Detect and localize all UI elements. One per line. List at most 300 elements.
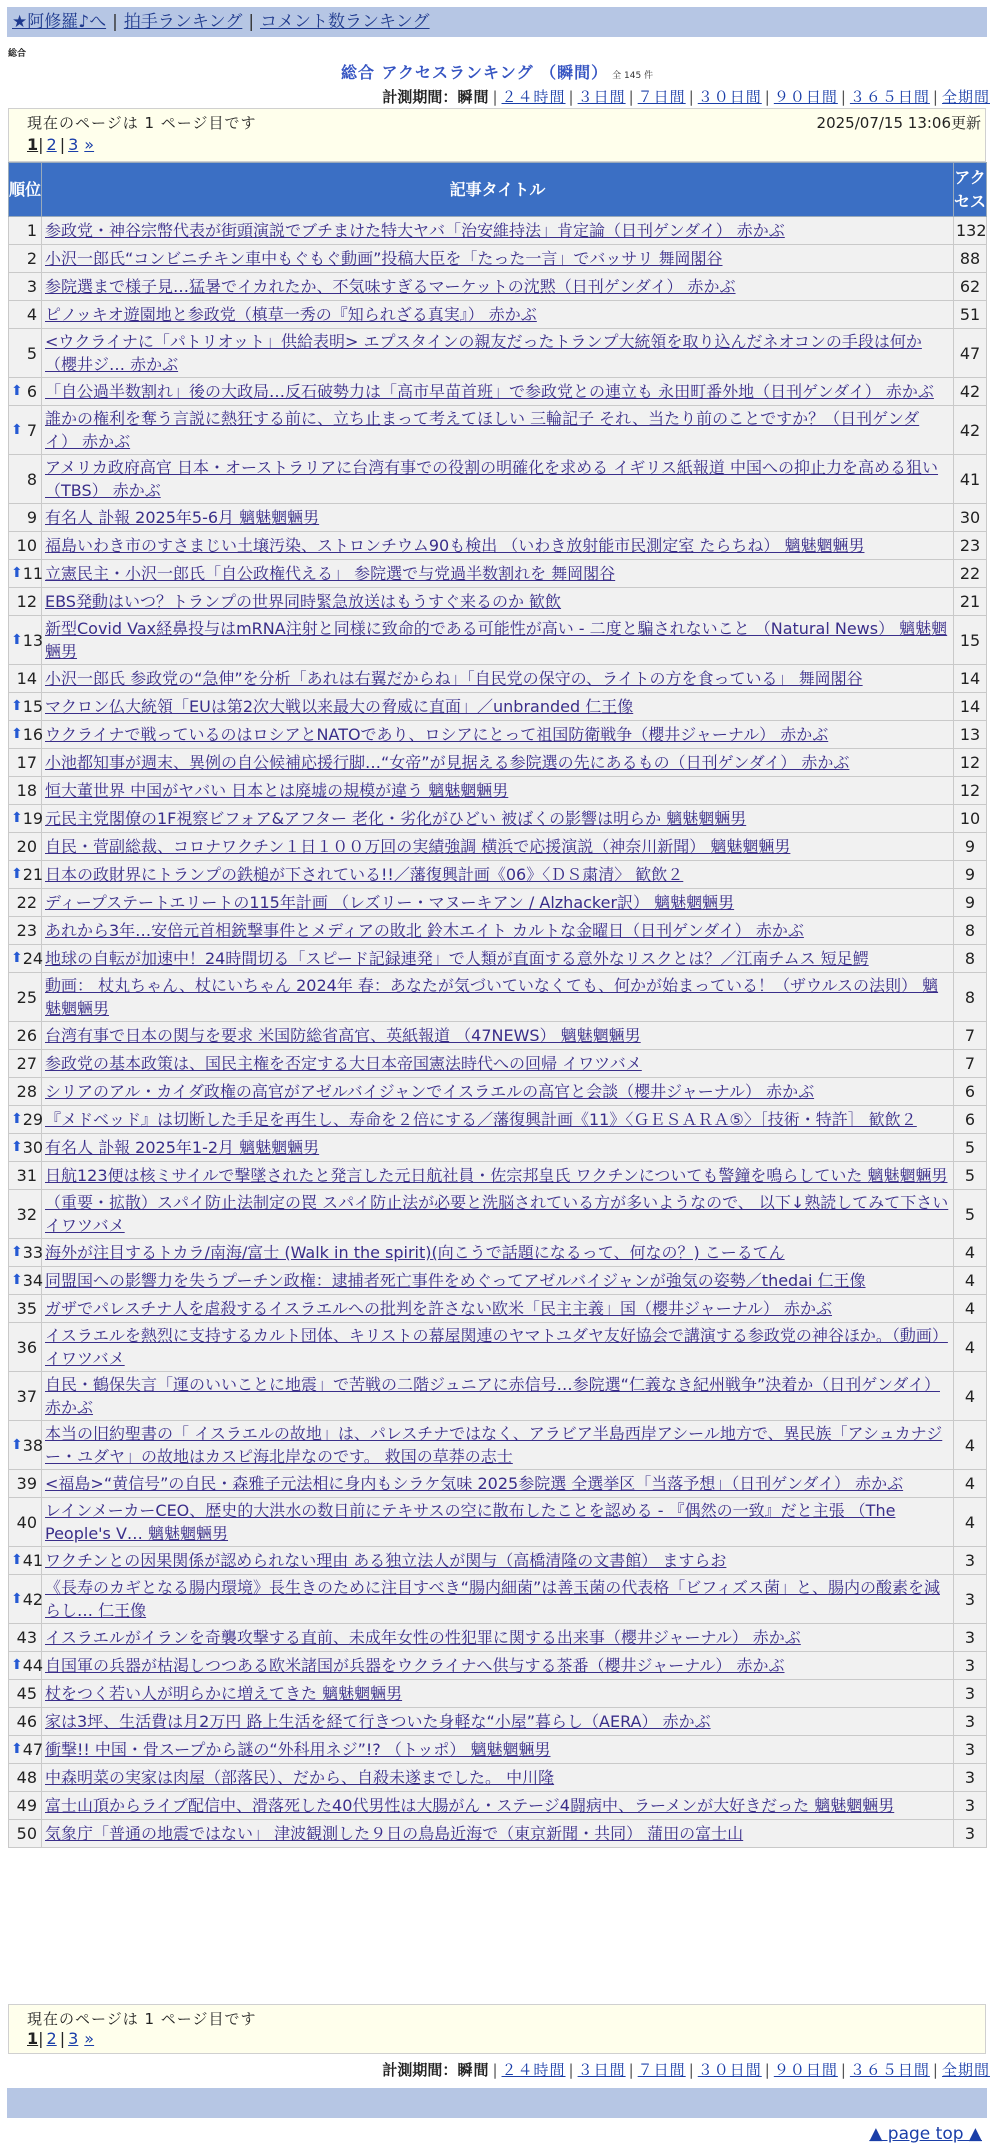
title-cell (42, 1022, 954, 1050)
access-count: 14 (954, 665, 987, 693)
access-count: 23 (954, 532, 987, 560)
rank-up-arrow-icon: ⬆ (11, 1657, 23, 1673)
title-cell (42, 749, 954, 777)
table-row (9, 1680, 987, 1708)
title-cell (42, 378, 954, 406)
article-link[interactable]: 海外が注目するトカラ/南海/富士 (Walk in the spirit)(向こうで話題になるって、何なの？) こーるてん (45, 1243, 785, 1262)
rank-up-arrow-icon: ⬆ (11, 1741, 23, 1757)
period-option-link[interactable]: 全期間 (941, 2061, 990, 2079)
page-top-link[interactable]: ▲ page top ▲ (869, 2124, 982, 2144)
rank-number: 35 (16, 1299, 37, 1318)
article-link[interactable]: 小沢一郎氏“コンビニチキン車中もぐもぐ動画”投稿大臣を「たった一言」でバッサリ 舞岡閣谷 (45, 249, 723, 268)
period-option-link[interactable]: ３６５日間 (849, 88, 930, 106)
rank-cell (9, 833, 42, 861)
table-row (9, 749, 987, 777)
title-cell (42, 1624, 954, 1652)
rank-cell (9, 1708, 42, 1736)
article-link[interactable]: 台湾有事で日本の関与を要求 米国防総省高官、英紙報道 （47NEWS） 魑魅魍魎男 (45, 1026, 641, 1045)
rank-up-arrow-icon: ⬆ (11, 1552, 23, 1568)
article-link[interactable]: 参政党・神谷宗幣代表が街頭演説でブチまけた特大ヤバ「治安維持法」肯定論（日刊ゲンダイ） 赤かぶ (45, 221, 785, 240)
page-link[interactable]: 3 (68, 2029, 79, 2048)
access-count: 88 (954, 245, 987, 273)
rank-number: 26 (16, 1026, 37, 1045)
rank-number: 3 (26, 277, 37, 296)
table-row (9, 1820, 987, 1848)
title-cell (42, 1708, 954, 1736)
rank-number: 15 (22, 697, 44, 716)
rank-number: 33 (22, 1243, 44, 1262)
title-cell (42, 833, 954, 861)
rank-number: 20 (16, 837, 37, 856)
access-count: 3 (954, 1792, 987, 1820)
title-cell (42, 1372, 954, 1421)
rank-cell (9, 889, 42, 917)
title-cell (42, 1764, 954, 1792)
access-count: 10 (954, 805, 987, 833)
rank-number: 47 (22, 1740, 44, 1759)
title-cell (42, 455, 954, 504)
table-row (9, 1239, 987, 1267)
info-box-bottom (8, 2004, 986, 2054)
article-link[interactable]: あれから3年…安倍元首相銃撃事件とメディアの敗北 鈴木エイト カルトな金曜日（日刊ゲンダイ） 赤かぶ (45, 921, 804, 940)
period-option-link[interactable]: ３日間 (577, 88, 626, 106)
access-count: 47 (954, 329, 987, 378)
rank-cell (9, 1421, 42, 1470)
comment-ranking-link[interactable]: コメント数ランキング (260, 12, 430, 32)
rank-up-arrow-icon: ⬆ (11, 631, 23, 648)
access-count: 12 (954, 749, 987, 777)
article-link[interactable]: 誰かの権利を奪う言説に熱狂する前に、立ち止まって考えてほしい 三輪記子 それ、当たり前のことですか？（日刊ゲンダイ） 赤かぶ (45, 409, 920, 451)
period-separator: | (688, 2061, 695, 2079)
access-count: 5 (954, 1134, 987, 1162)
title-cell (42, 1267, 954, 1295)
article-link[interactable]: 福島いわき市のすさまじい土壌汚染、ストロンチウム90も検出 （いわき放射能市民測定室 たらちね） 魑魅魍魎男 (45, 536, 865, 555)
period-option-link[interactable]: ２４時間 (501, 2061, 566, 2079)
access-count: 8 (954, 973, 987, 1022)
rank-number: 48 (16, 1768, 37, 1787)
access-count: 12 (954, 777, 987, 805)
access-count: 41 (954, 455, 987, 504)
period-separator: | (492, 2061, 499, 2079)
period-label: 計測期間： (382, 88, 458, 106)
access-count: 3 (954, 1575, 987, 1624)
pagination-bottom (27, 2029, 97, 2048)
access-count: 42 (954, 406, 987, 455)
updated-timestamp: 2025/07/15 13:06更新 (816, 114, 981, 132)
rank-up-arrow-icon: ⬆ (11, 866, 23, 882)
table-row (9, 217, 987, 245)
rank-up-arrow-icon: ⬆ (11, 1590, 23, 1607)
article-link[interactable]: イスラエルがイランを奇襲攻撃する直前、未成年女性の性犯罪に関する出来事（櫻井ジャーナル） 赤かぶ (45, 1628, 801, 1647)
rank-number: 37 (16, 1386, 37, 1406)
rank-number: 22 (16, 893, 37, 912)
table-row (9, 1267, 987, 1295)
applause-ranking-link[interactable]: 拍手ランキング (123, 12, 243, 32)
rank-cell (9, 532, 42, 560)
table-row (9, 721, 987, 749)
period-separator: | (764, 88, 771, 106)
rank-cell (9, 504, 42, 532)
page-title-text: 総合 アクセスランキング （瞬間） (340, 63, 609, 82)
article-link[interactable]: イスラエルを熱烈に支持するカルト団体、キリストの幕屋関連のヤマトユダヤ友好協会で講演する参政党の神谷ほか。（動画） イワツバメ (45, 1326, 948, 1368)
rank-number: 23 (16, 921, 37, 940)
title-cell (42, 1134, 954, 1162)
access-count: 9 (954, 889, 987, 917)
title-cell (42, 588, 954, 616)
access-count: 14 (954, 693, 987, 721)
rank-cell (9, 1190, 42, 1239)
period-current: 瞬間 (457, 88, 490, 106)
table-row (9, 1050, 987, 1078)
table-row (9, 1372, 987, 1421)
period-option-link[interactable]: ２４時間 (501, 88, 566, 106)
access-count: 62 (954, 273, 987, 301)
access-count: 3 (954, 1680, 987, 1708)
nav-separator: | (112, 12, 118, 32)
article-link[interactable]: 恒大董世界 中国がヤバい 日本とは廃墟の規模が違う 魑魅魍魎男 (45, 781, 509, 800)
rank-cell (9, 1050, 42, 1078)
title-cell (42, 1792, 954, 1820)
article-link[interactable]: 日航123便は核ミサイルで撃墜されたと発言した元日航社員・佐宗邦皇氏 ワクチンについても警鐘を鳴らしていた 魑魅魍魎男 (45, 1166, 948, 1185)
rank-cell (9, 1498, 42, 1547)
article-link[interactable]: 気象庁「普通の地震ではない」 津波観測した９日の鳥島近海で（東京新聞・共同） 蒲田の富士山 (45, 1824, 744, 1843)
access-count: 30 (954, 504, 987, 532)
rank-cell (9, 1106, 42, 1134)
period-selector-bottom (382, 2059, 990, 2081)
table-row (9, 1652, 987, 1680)
rank-number: 16 (22, 725, 44, 744)
table-row (9, 1323, 987, 1372)
rank-number: 8 (26, 469, 37, 489)
table-row (9, 889, 987, 917)
rank-up-arrow-icon: ⬆ (11, 1244, 23, 1260)
article-link[interactable]: <ウクライナに「パトリオット」供給表明> エプスタインの親友だったトランプ大統領を取り込んだネオコンの手段は何か（櫻井ジ… 赤かぶ (45, 332, 922, 374)
article-link[interactable]: ディープステートエリートの115年計画 （レズリー・マヌーキアン / Alzhacker訳） 魑魅魍魎男 (45, 893, 735, 912)
rank-up-arrow-icon: ⬆ (11, 1139, 23, 1155)
rank-cell (9, 273, 42, 301)
access-count: 13 (954, 721, 987, 749)
period-separator: | (568, 88, 575, 106)
rank-cell (9, 616, 42, 665)
title-cell (42, 1295, 954, 1323)
article-link[interactable]: 元民主党閣僚の1F視察ビフォア&アフター 老化・劣化がひどい 被ばくの影響は明らか 魑魅魍魎男 (45, 809, 747, 828)
current-page-number: 1 (27, 135, 39, 154)
title-cell (42, 1820, 954, 1848)
table-row (9, 917, 987, 945)
title-cell (42, 693, 954, 721)
top-navigation (7, 7, 987, 37)
rank-cell (9, 1323, 42, 1372)
article-link[interactable]: 杖をつく若い人が明らかに増えてきた 魑魅魍魎男 (45, 1684, 403, 1703)
rank-up-arrow-icon: ⬆ (11, 383, 23, 399)
table-row (9, 1575, 987, 1624)
title-cell (42, 1498, 954, 1547)
rank-cell (9, 973, 42, 1022)
title-cell (42, 504, 954, 532)
table-row (9, 1470, 987, 1498)
rank-number: 50 (16, 1824, 37, 1843)
title-cell (42, 665, 954, 693)
access-count: 3 (954, 1736, 987, 1764)
current-page-text: 現在のページは 1 ページ目です (27, 114, 257, 132)
period-separator: | (764, 2061, 771, 2079)
current-page-number: 1 (27, 2029, 39, 2048)
rank-number: 28 (16, 1082, 37, 1101)
article-link[interactable]: 小池都知事が週末、異例の自公候補応援行脚…“女帝”が見据える参院選の先にあるもの（日刊ゲンダイ） 赤かぶ (45, 753, 850, 772)
period-selector-top (382, 86, 990, 108)
title-cell (42, 1421, 954, 1470)
access-count: 3 (954, 1624, 987, 1652)
table-row (9, 1708, 987, 1736)
rank-number: 4 (26, 305, 37, 324)
article-link[interactable]: 自国軍の兵器が枯渇しつつある欧米諸国が兵器をウクライナへ供与する茶番（櫻井ジャーナル） 赤かぶ (45, 1656, 785, 1675)
rank-cell (9, 406, 42, 455)
access-count: 8 (954, 945, 987, 973)
table-row (9, 1162, 987, 1190)
article-link[interactable]: 有名人 訃報 2025年5-6月 魑魅魍魎男 (45, 508, 320, 527)
period-label: 計測期間： (382, 2061, 458, 2079)
access-count: 9 (954, 833, 987, 861)
title-cell (42, 560, 954, 588)
rank-number: 49 (16, 1796, 37, 1815)
rank-up-arrow-icon: ⬆ (11, 1436, 23, 1453)
pagination-separator: | (59, 135, 66, 154)
access-count: 6 (954, 1106, 987, 1134)
table-row (9, 1547, 987, 1575)
table-row (9, 329, 987, 378)
rank-cell (9, 1820, 42, 1848)
next-page-link[interactable]: » (84, 135, 95, 154)
access-count: 4 (954, 1323, 987, 1372)
rank-cell (9, 861, 42, 889)
title-cell (42, 1078, 954, 1106)
table-row (9, 693, 987, 721)
access-count: 7 (954, 1022, 987, 1050)
period-option-link[interactable]: ９０日間 (773, 88, 838, 106)
access-count: 3 (954, 1764, 987, 1792)
article-link[interactable]: 有名人 訃報 2025年1-2月 魑魅魍魎男 (45, 1138, 320, 1157)
period-separator: | (688, 88, 695, 106)
table-row (9, 777, 987, 805)
period-option-link[interactable]: ３０日間 (697, 88, 762, 106)
page-link[interactable]: 3 (68, 135, 79, 154)
period-option-link[interactable]: ３日間 (577, 2061, 626, 2079)
total-count: 全 145 件 (612, 71, 654, 81)
title-cell (42, 245, 954, 273)
rank-cell (9, 1624, 42, 1652)
article-link[interactable]: ワクチンとの因果関係が認められない理由 ある独立法人が関与（高橋清隆の文書館） ますらお (45, 1551, 727, 1570)
article-link[interactable]: 同盟国への影響力を失うプーチン政権：逮捕者死亡事件をめぐってアゼルバイジャンが強気の姿勢／thedai 仁王像 (45, 1271, 866, 1290)
article-link[interactable]: レインメーカーCEO、歴史的大洪水の数日前にテキサスの空に散布したことを認める - 『偶然の一致』だと主張 （The People's V… 魑魅魍魎男 (45, 1501, 896, 1543)
pagination-separator: | (38, 2029, 44, 2048)
pagination-separator: | (38, 135, 44, 154)
rank-cell (9, 1680, 42, 1708)
rank-cell (9, 1575, 42, 1624)
rank-number: 19 (22, 809, 44, 828)
title-cell (42, 1050, 954, 1078)
article-link[interactable]: 「自公過半数割れ」後の大政局…反石破勢力は「高市早苗首班」で参政党との連立も 永田町番外地（日刊ゲンダイ） 赤かぶ (45, 382, 934, 401)
article-link[interactable]: （重要・拡散）スパイ防止法制定の罠 スパイ防止法が必要と洗脳されている方が多いようなので、 以下↓熟読してみて下さい イワツバメ (45, 1193, 949, 1235)
rank-number: 13 (22, 630, 44, 650)
table-row (9, 973, 987, 1022)
rank-number: 42 (22, 1589, 44, 1609)
article-link[interactable]: ウクライナで戦っているのはロシアとNATOであり、ロシアにとって祖国防衛戦争（櫻井ジャーナル） 赤かぶ (45, 725, 829, 744)
table-row (9, 1190, 987, 1239)
rank-number: 40 (16, 1512, 37, 1532)
article-link[interactable]: 家は3坪、生活費は月2万円 路上生活を経て行きついた身軽な“小屋”暮らし（AERA） 赤かぶ (45, 1712, 711, 1731)
footer-bar (7, 2088, 987, 2118)
period-current: 瞬間 (457, 2061, 490, 2079)
article-link[interactable]: 動画： 杖丸ちゃん、杖にいちゃん 2024年 春：あなたが気づいていなくても、何かが始まっている！（ザウルスの法則） 魑魅魍魎男 (45, 976, 939, 1018)
period-option-link[interactable]: ７日間 (637, 2061, 686, 2079)
rank-cell (9, 1736, 42, 1764)
period-option-link[interactable]: ３０日間 (697, 2061, 762, 2079)
period-separator: | (932, 2061, 939, 2079)
title-cell (42, 1736, 954, 1764)
rank-cell (9, 1022, 42, 1050)
article-link[interactable]: 中森明菜の実家は肉屋（部落民）、だから、自殺未遂までした。 中川隆 (45, 1768, 555, 1787)
period-separator: | (840, 88, 847, 106)
title-cell (42, 217, 954, 245)
table-row (9, 273, 987, 301)
table-row (9, 301, 987, 329)
rank-number: 45 (16, 1684, 37, 1703)
period-separator: | (628, 2061, 635, 2079)
article-link[interactable]: <福島>“黄信号”の自民・森雅子元法相に身内もシラケ気味 2025参院選 全選挙区「当落予想」（日刊ゲンダイ） 赤かぶ (45, 1474, 904, 1493)
article-link[interactable]: 本当の旧約聖書の「 イスラエルの故地」は、パレスチナではなく、アラビア半島西岸アシール地方で、異民族「アシュカナジー・ユダヤ」の故地はカスピ海北岸なのです。 救国の草莽の志士 (45, 1424, 943, 1466)
access-count: 15 (954, 616, 987, 665)
rank-number: 21 (22, 865, 44, 884)
title-cell (42, 532, 954, 560)
rank-cell (9, 329, 42, 378)
title-cell (42, 1652, 954, 1680)
access-count: 22 (954, 560, 987, 588)
table-row (9, 665, 987, 693)
title-cell (42, 1106, 954, 1134)
article-link[interactable]: 自民・鶴保失言「運のいいことに地震」で苦戦の二階ジュニアに赤信号…参院選“仁義なき紀州戦争”決着か（日刊ゲンダイ） 赤かぶ (45, 1375, 940, 1417)
rank-up-arrow-icon: ⬆ (11, 421, 23, 438)
article-link[interactable]: 『メドベッド』は切断した手足を再生し、寿命を２倍にする／藩復興計画《11》〈ＧＥＳＡＲＡ⑤〉［技術・特許］ 歓飲２ (45, 1110, 917, 1129)
access-count: 7 (954, 1050, 987, 1078)
table-row (9, 406, 987, 455)
access-count: 51 (954, 301, 987, 329)
rank-cell (9, 1652, 42, 1680)
access-count: 4 (954, 1470, 987, 1498)
rank-number: 39 (16, 1474, 37, 1493)
rank-cell (9, 805, 42, 833)
access-count: 3 (954, 1547, 987, 1575)
rank-number: 27 (16, 1054, 37, 1073)
rank-number: 18 (16, 781, 37, 800)
rank-up-arrow-icon: ⬆ (11, 810, 23, 826)
table-row (9, 560, 987, 588)
article-link[interactable]: 参政党の基本政策は、国民主権を否定する大日本帝国憲法時代への回帰 イワツバメ (45, 1054, 642, 1073)
article-link[interactable]: 衝撃!! 中国・骨スープから謎の“外科用ネジ”!? （トッポ） 魑魅魍魎男 (45, 1740, 551, 1759)
title-cell (42, 1162, 954, 1190)
article-link[interactable]: マクロン仏大統領「EUは第2次大戦以来最大の脅威に直面」／unbranded 仁王像 (45, 697, 634, 716)
article-link[interactable]: 富士山頂からライブ配信中、滑落死した40代男性は大腸がん・ステージ4闘病中、ラーメンが大好きだった 魑魅魍魎男 (45, 1796, 895, 1815)
info-box-top (8, 108, 986, 162)
rank-number: 12 (16, 592, 37, 611)
table-row (9, 1421, 987, 1470)
rank-number: 25 (16, 987, 37, 1007)
table-row (9, 833, 987, 861)
title-cell (42, 1575, 954, 1624)
rank-number: 14 (16, 669, 37, 688)
title-cell (42, 1547, 954, 1575)
period-option-link[interactable]: ９０日間 (773, 2061, 838, 2079)
title-cell (42, 301, 954, 329)
rank-cell (9, 378, 42, 406)
rank-number: 5 (26, 343, 37, 363)
rank-number: 43 (16, 1628, 37, 1647)
rank-number: 32 (16, 1204, 37, 1224)
title-cell (42, 945, 954, 973)
article-link[interactable]: EBS発動はいつ？トランプの世界同時緊急放送はもうすぐ来るのか 歓飲 (45, 592, 562, 611)
title-cell (42, 273, 954, 301)
article-link[interactable]: 《長寿のカギとなる腸内環境》長生きのために注目すべき“腸内細菌”は善玉菌の代表格「ビフィズス菌」と、腸内の酸素を減らし… 仁王像 (45, 1578, 940, 1620)
article-link[interactable]: 参院選まで様子見…猛暑でイカれたか、不気味すぎるマーケットの沈黙（日刊ゲンダイ） 赤かぶ (45, 277, 736, 296)
rank-cell (9, 665, 42, 693)
rank-cell (9, 777, 42, 805)
article-link[interactable]: 立憲民主・小沢一郎氏「自公政権代える」 参院選で与党過半数割れを 舞岡閣谷 (45, 564, 616, 583)
next-page-link[interactable]: » (84, 2029, 95, 2048)
article-link[interactable]: シリアのアル・カイダ政権の高官がアゼルバイジャンでイスラエルの高官と会談（櫻井ジャーナル） 赤かぶ (45, 1082, 815, 1101)
home-link[interactable]: ★阿修羅♪へ (12, 12, 107, 32)
rank-up-arrow-icon: ⬆ (11, 726, 23, 742)
category-tag: 総合 (8, 49, 27, 59)
table-row (9, 455, 987, 504)
article-link[interactable]: アメリカ政府高官 日本・オーストラリアに台湾有事での役割の明確化を求める イギリス紙報道 中国への抑止力を高める狙い（TBS） 赤かぶ (45, 458, 939, 500)
table-row (9, 1106, 987, 1134)
period-separator: | (840, 2061, 847, 2079)
article-link[interactable]: 自民・菅副総裁、コロナワクチン１日１００万回の実績強調 横浜で応援演説（神奈川新聞） 魑魅魍魎男 (45, 837, 791, 856)
period-option-link[interactable]: ７日間 (637, 88, 686, 106)
page-link[interactable]: 2 (46, 135, 57, 154)
article-link[interactable]: 小沢一郎氏 参政党の“急伸”を分析「あれは右翼だからね」「自民党の保守の、ライトの方を食っている」 舞岡閣谷 (45, 669, 863, 688)
rank-number: 46 (16, 1712, 37, 1731)
title-cell (42, 1470, 954, 1498)
rank-cell (9, 749, 42, 777)
rank-cell (9, 1372, 42, 1421)
rank-up-arrow-icon: ⬆ (11, 1111, 23, 1127)
access-count: 132 (954, 217, 987, 245)
rank-number: 44 (22, 1656, 44, 1675)
rank-cell (9, 693, 42, 721)
period-option-link[interactable]: ３６５日間 (849, 2061, 930, 2079)
article-link[interactable]: 日本の政財界にトランプの鉄槌が下されている!!／藩復興計画《06》〈ＤＳ粛清〉 歓飲２ (45, 865, 684, 884)
table-row (9, 1792, 987, 1820)
title-cell (42, 1190, 954, 1239)
table-row (9, 588, 987, 616)
table-row (9, 532, 987, 560)
page-link[interactable]: 2 (46, 2029, 57, 2048)
title-cell (42, 721, 954, 749)
article-link[interactable]: 地球の自転が加速中！24時間切る「スピード記録連発」で人類が直面する意外なリスクとは？／江南チムス 短足鰐 (45, 949, 869, 968)
page-title (0, 60, 994, 83)
rank-cell (9, 917, 42, 945)
table-row (9, 945, 987, 973)
access-count: 6 (954, 1078, 987, 1106)
rank-number: 41 (22, 1551, 44, 1570)
article-link[interactable]: ピノッキオ遊園地と参政党（槙草一秀の『知られざる真実』） 赤かぶ (45, 305, 537, 324)
rank-up-arrow-icon: ⬆ (11, 565, 23, 581)
access-count: 5 (954, 1162, 987, 1190)
access-count: 4 (954, 1372, 987, 1421)
period-option-link[interactable]: 全期間 (941, 88, 990, 106)
article-link[interactable]: ガザでパレスチナ人を虐殺するイスラエルへの批判を許さない欧米「民主主義」国（櫻井ジャーナル） 赤かぶ (45, 1299, 833, 1318)
article-link[interactable]: 新型Covid Vax経鼻投与はmRNA注射と同様に致命的である可能性が高い - 二度と騙されないこと （Natural News） 魑魅魍魎男 (45, 619, 948, 661)
